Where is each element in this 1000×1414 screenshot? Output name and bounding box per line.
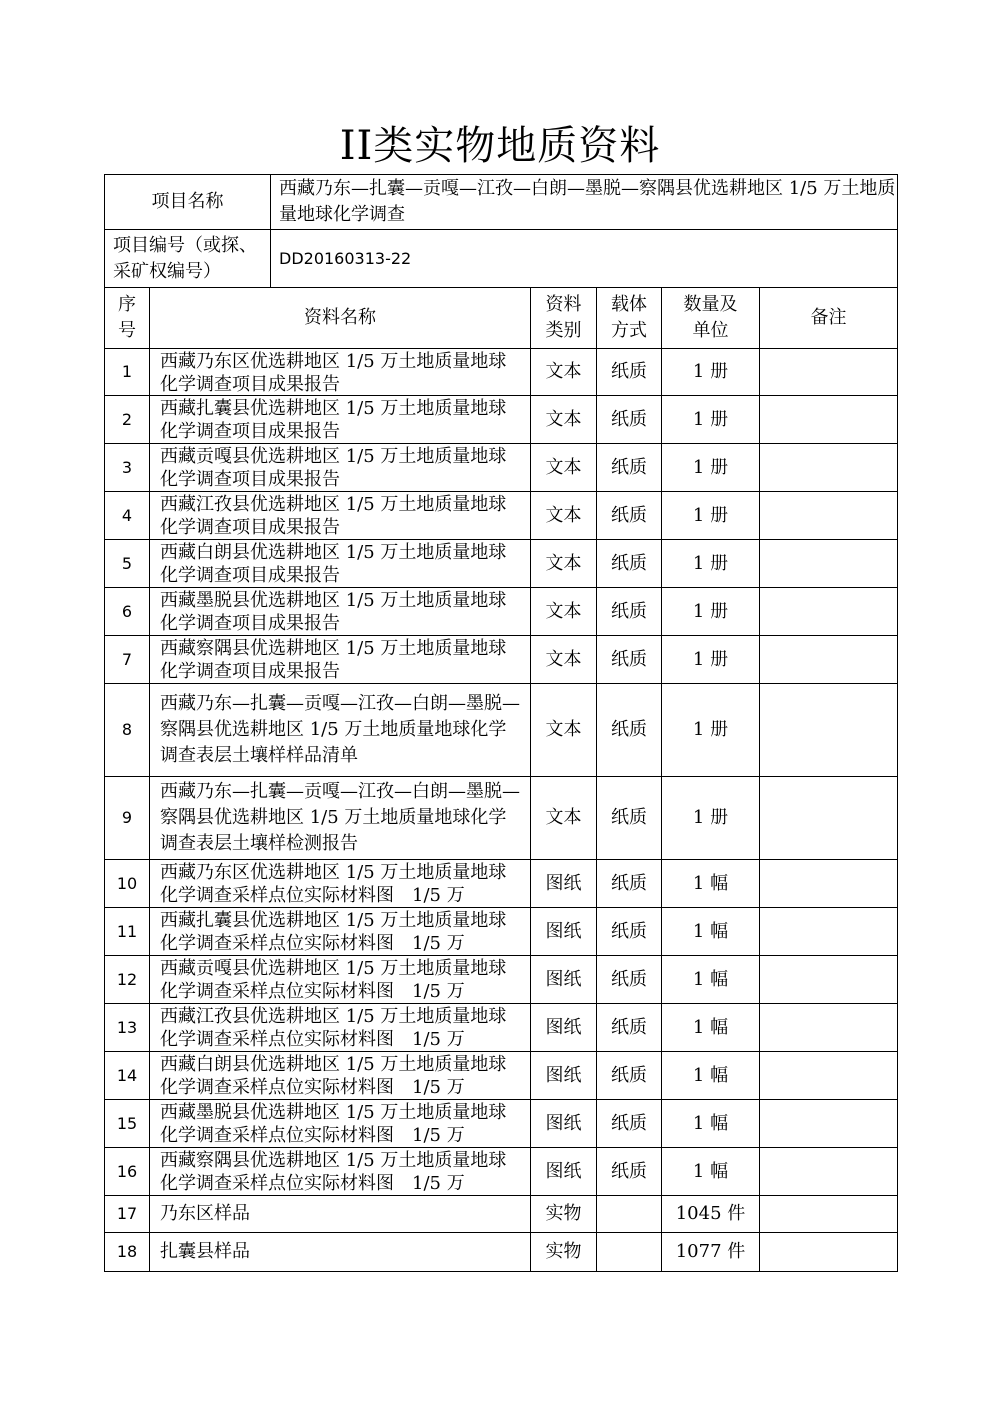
project-name-row [105, 175, 898, 230]
material-name-text: 西藏墨脱县优选耕地区 1/5 万土地质量地球化学调查采样点位实际材料图 1/5 万 [160, 1102, 507, 1146]
remark [760, 1233, 898, 1272]
material-name [150, 588, 531, 636]
material-name-text: 西藏贡嘎县优选耕地区 1/5 万土地质量地球化学调查采样点位实际材料图 1/5 万 [160, 958, 507, 1002]
project-name-label: 项目名称 [105, 175, 271, 230]
material-name-text: 西藏贡嘎县优选耕地区 1/5 万土地质量地球化学调查项目成果报告 [160, 446, 507, 490]
carrier-type: 纸质 [597, 1100, 662, 1148]
material-name-text: 西藏白朗县优选耕地区 1/5 万土地质量地球化学调查项目成果报告 [160, 542, 507, 586]
materials-table [104, 174, 898, 1272]
table-row [105, 1233, 898, 1272]
quantity: 1 册 [662, 588, 760, 636]
material-type: 文本 [531, 396, 597, 444]
header-carrier: 载体方式 [597, 288, 662, 349]
header-no: 序号 [105, 288, 150, 349]
remark [760, 956, 898, 1004]
remark [760, 684, 898, 777]
table-row [105, 1100, 898, 1148]
carrier-type: 纸质 [597, 636, 662, 684]
material-name-text: 西藏察隅县优选耕地区 1/5 万土地质量地球化学调查项目成果报告 [160, 638, 507, 682]
remark [760, 908, 898, 956]
carrier-type: 纸质 [597, 684, 662, 777]
quantity: 1045 件 [662, 1196, 760, 1233]
table-row [105, 540, 898, 588]
material-name-text: 西藏察隅县优选耕地区 1/5 万土地质量地球化学调查采样点位实际材料图 1/5 万 [160, 1150, 507, 1194]
material-name [150, 1148, 531, 1196]
material-type: 图纸 [531, 1052, 597, 1100]
material-type: 图纸 [531, 1100, 597, 1148]
material-type: 文本 [531, 684, 597, 777]
material-name [150, 908, 531, 956]
row-number: 6 [105, 588, 150, 636]
material-name [150, 636, 531, 684]
table-row [105, 349, 898, 396]
quantity: 1 幅 [662, 1100, 760, 1148]
row-number: 15 [105, 1100, 150, 1148]
material-name: 西藏乃东—扎囊—贡嘎—江孜—白朗—墨脱—察隅县优选耕地区 1/5 万土地质量地球化学调查表层土壤样样品清单 [150, 684, 531, 777]
material-type: 文本 [531, 492, 597, 540]
quantity: 1 幅 [662, 1004, 760, 1052]
table-header-row [105, 288, 898, 349]
table-row [105, 777, 898, 860]
project-name-value: 西藏乃东—扎囊—贡嘎—江孜—白朗—墨脱—察隅县优选耕地区 1/5 万土地质量地球化学调查 [271, 175, 898, 230]
remark [760, 396, 898, 444]
row-number: 12 [105, 956, 150, 1004]
project-code-row [105, 230, 898, 288]
remark [760, 349, 898, 396]
material-type: 文本 [531, 777, 597, 860]
table-row [105, 684, 898, 777]
quantity: 1 幅 [662, 908, 760, 956]
carrier-type: 纸质 [597, 1052, 662, 1100]
material-name: 乃东区样品 [150, 1196, 531, 1233]
row-number: 14 [105, 1052, 150, 1100]
table-row [105, 1004, 898, 1052]
remark [760, 860, 898, 908]
remark [760, 636, 898, 684]
carrier-type: 纸质 [597, 349, 662, 396]
row-number: 3 [105, 444, 150, 492]
remark [760, 777, 898, 860]
material-name [150, 349, 531, 396]
table-row [105, 492, 898, 540]
carrier-type: 纸质 [597, 1148, 662, 1196]
row-number: 5 [105, 540, 150, 588]
row-number: 4 [105, 492, 150, 540]
table-row [105, 636, 898, 684]
quantity: 1 幅 [662, 1148, 760, 1196]
row-number: 9 [105, 777, 150, 860]
header-name: 资料名称 [150, 288, 531, 349]
material-type: 文本 [531, 540, 597, 588]
material-type: 实物 [531, 1196, 597, 1233]
table-row [105, 1196, 898, 1233]
quantity: 1 册 [662, 349, 760, 396]
quantity: 1 幅 [662, 956, 760, 1004]
material-name-text: 西藏白朗县优选耕地区 1/5 万土地质量地球化学调查采样点位实际材料图 1/5 万 [160, 1054, 507, 1098]
row-number: 17 [105, 1196, 150, 1233]
carrier-type: 纸质 [597, 540, 662, 588]
remark [760, 540, 898, 588]
quantity: 1 册 [662, 540, 760, 588]
row-number: 18 [105, 1233, 150, 1272]
material-name [150, 492, 531, 540]
quantity: 1 册 [662, 396, 760, 444]
carrier-type: 纸质 [597, 492, 662, 540]
material-name-text: 西藏扎囊县优选耕地区 1/5 万土地质量地球化学调查项目成果报告 [160, 398, 507, 442]
carrier-type: 纸质 [597, 1004, 662, 1052]
quantity: 1 册 [662, 492, 760, 540]
carrier-type [597, 1233, 662, 1272]
table-row [105, 1052, 898, 1100]
project-code-value: DD20160313-22 [271, 230, 898, 288]
quantity: 1 幅 [662, 1052, 760, 1100]
material-name [150, 1004, 531, 1052]
quantity: 1 册 [662, 777, 760, 860]
material-name [150, 540, 531, 588]
project-code-label: 项目编号（或探、采矿权编号） [105, 230, 271, 288]
material-type: 图纸 [531, 860, 597, 908]
table-row [105, 444, 898, 492]
table-row [105, 588, 898, 636]
row-number: 7 [105, 636, 150, 684]
material-name [150, 956, 531, 1004]
material-name-text: 西藏扎囊县优选耕地区 1/5 万土地质量地球化学调查采样点位实际材料图 1/5 万 [160, 910, 507, 954]
carrier-type: 纸质 [597, 588, 662, 636]
page-title: II类实物地质资料 [339, 123, 661, 169]
row-number: 16 [105, 1148, 150, 1196]
material-type: 图纸 [531, 1148, 597, 1196]
carrier-type: 纸质 [597, 956, 662, 1004]
material-name-text: 西藏乃东区优选耕地区 1/5 万土地质量地球化学调查采样点位实际材料图 1/5 万 [160, 862, 507, 906]
remark [760, 588, 898, 636]
material-name: 扎囊县样品 [150, 1233, 531, 1272]
material-type: 文本 [531, 636, 597, 684]
material-name-text: 西藏江孜县优选耕地区 1/5 万土地质量地球化学调查项目成果报告 [160, 494, 507, 538]
carrier-type: 纸质 [597, 777, 662, 860]
carrier-type [597, 1196, 662, 1233]
remark [760, 1100, 898, 1148]
quantity: 1 册 [662, 636, 760, 684]
remark [760, 1052, 898, 1100]
material-type: 图纸 [531, 1004, 597, 1052]
remark [760, 492, 898, 540]
table-row [105, 396, 898, 444]
material-type: 文本 [531, 588, 597, 636]
carrier-type: 纸质 [597, 908, 662, 956]
material-type: 图纸 [531, 908, 597, 956]
remark [760, 1196, 898, 1233]
material-name [150, 1100, 531, 1148]
row-number: 8 [105, 684, 150, 777]
remark [760, 1004, 898, 1052]
material-name [150, 444, 531, 492]
material-type: 文本 [531, 444, 597, 492]
header-qty: 数量及单位 [662, 288, 760, 349]
carrier-type: 纸质 [597, 396, 662, 444]
material-type: 文本 [531, 349, 597, 396]
material-name-text: 西藏墨脱县优选耕地区 1/5 万土地质量地球化学调查项目成果报告 [160, 590, 507, 634]
carrier-type: 纸质 [597, 860, 662, 908]
carrier-type: 纸质 [597, 444, 662, 492]
material-name [150, 396, 531, 444]
quantity: 1 幅 [662, 860, 760, 908]
header-type: 资料类别 [531, 288, 597, 349]
material-name: 西藏乃东—扎囊—贡嘎—江孜—白朗—墨脱—察隅县优选耕地区 1/5 万土地质量地球化学调查表层土壤样检测报告 [150, 777, 531, 860]
table-row [105, 1148, 898, 1196]
material-name [150, 1052, 531, 1100]
remark [760, 1148, 898, 1196]
header-remark: 备注 [760, 288, 898, 349]
material-type: 实物 [531, 1233, 597, 1272]
row-number: 2 [105, 396, 150, 444]
quantity: 1 册 [662, 444, 760, 492]
row-number: 13 [105, 1004, 150, 1052]
row-number: 11 [105, 908, 150, 956]
material-type: 图纸 [531, 956, 597, 1004]
material-name-text: 西藏乃东区优选耕地区 1/5 万土地质量地球化学调查项目成果报告 [160, 350, 507, 395]
row-number: 10 [105, 860, 150, 908]
table-row [105, 908, 898, 956]
material-name [150, 860, 531, 908]
remark [760, 444, 898, 492]
table-row [105, 860, 898, 908]
table-row [105, 956, 898, 1004]
material-name-text: 西藏江孜县优选耕地区 1/5 万土地质量地球化学调查采样点位实际材料图 1/5 万 [160, 1006, 507, 1050]
quantity: 1077 件 [662, 1233, 760, 1272]
row-number: 1 [105, 349, 150, 396]
quantity: 1 册 [662, 684, 760, 777]
